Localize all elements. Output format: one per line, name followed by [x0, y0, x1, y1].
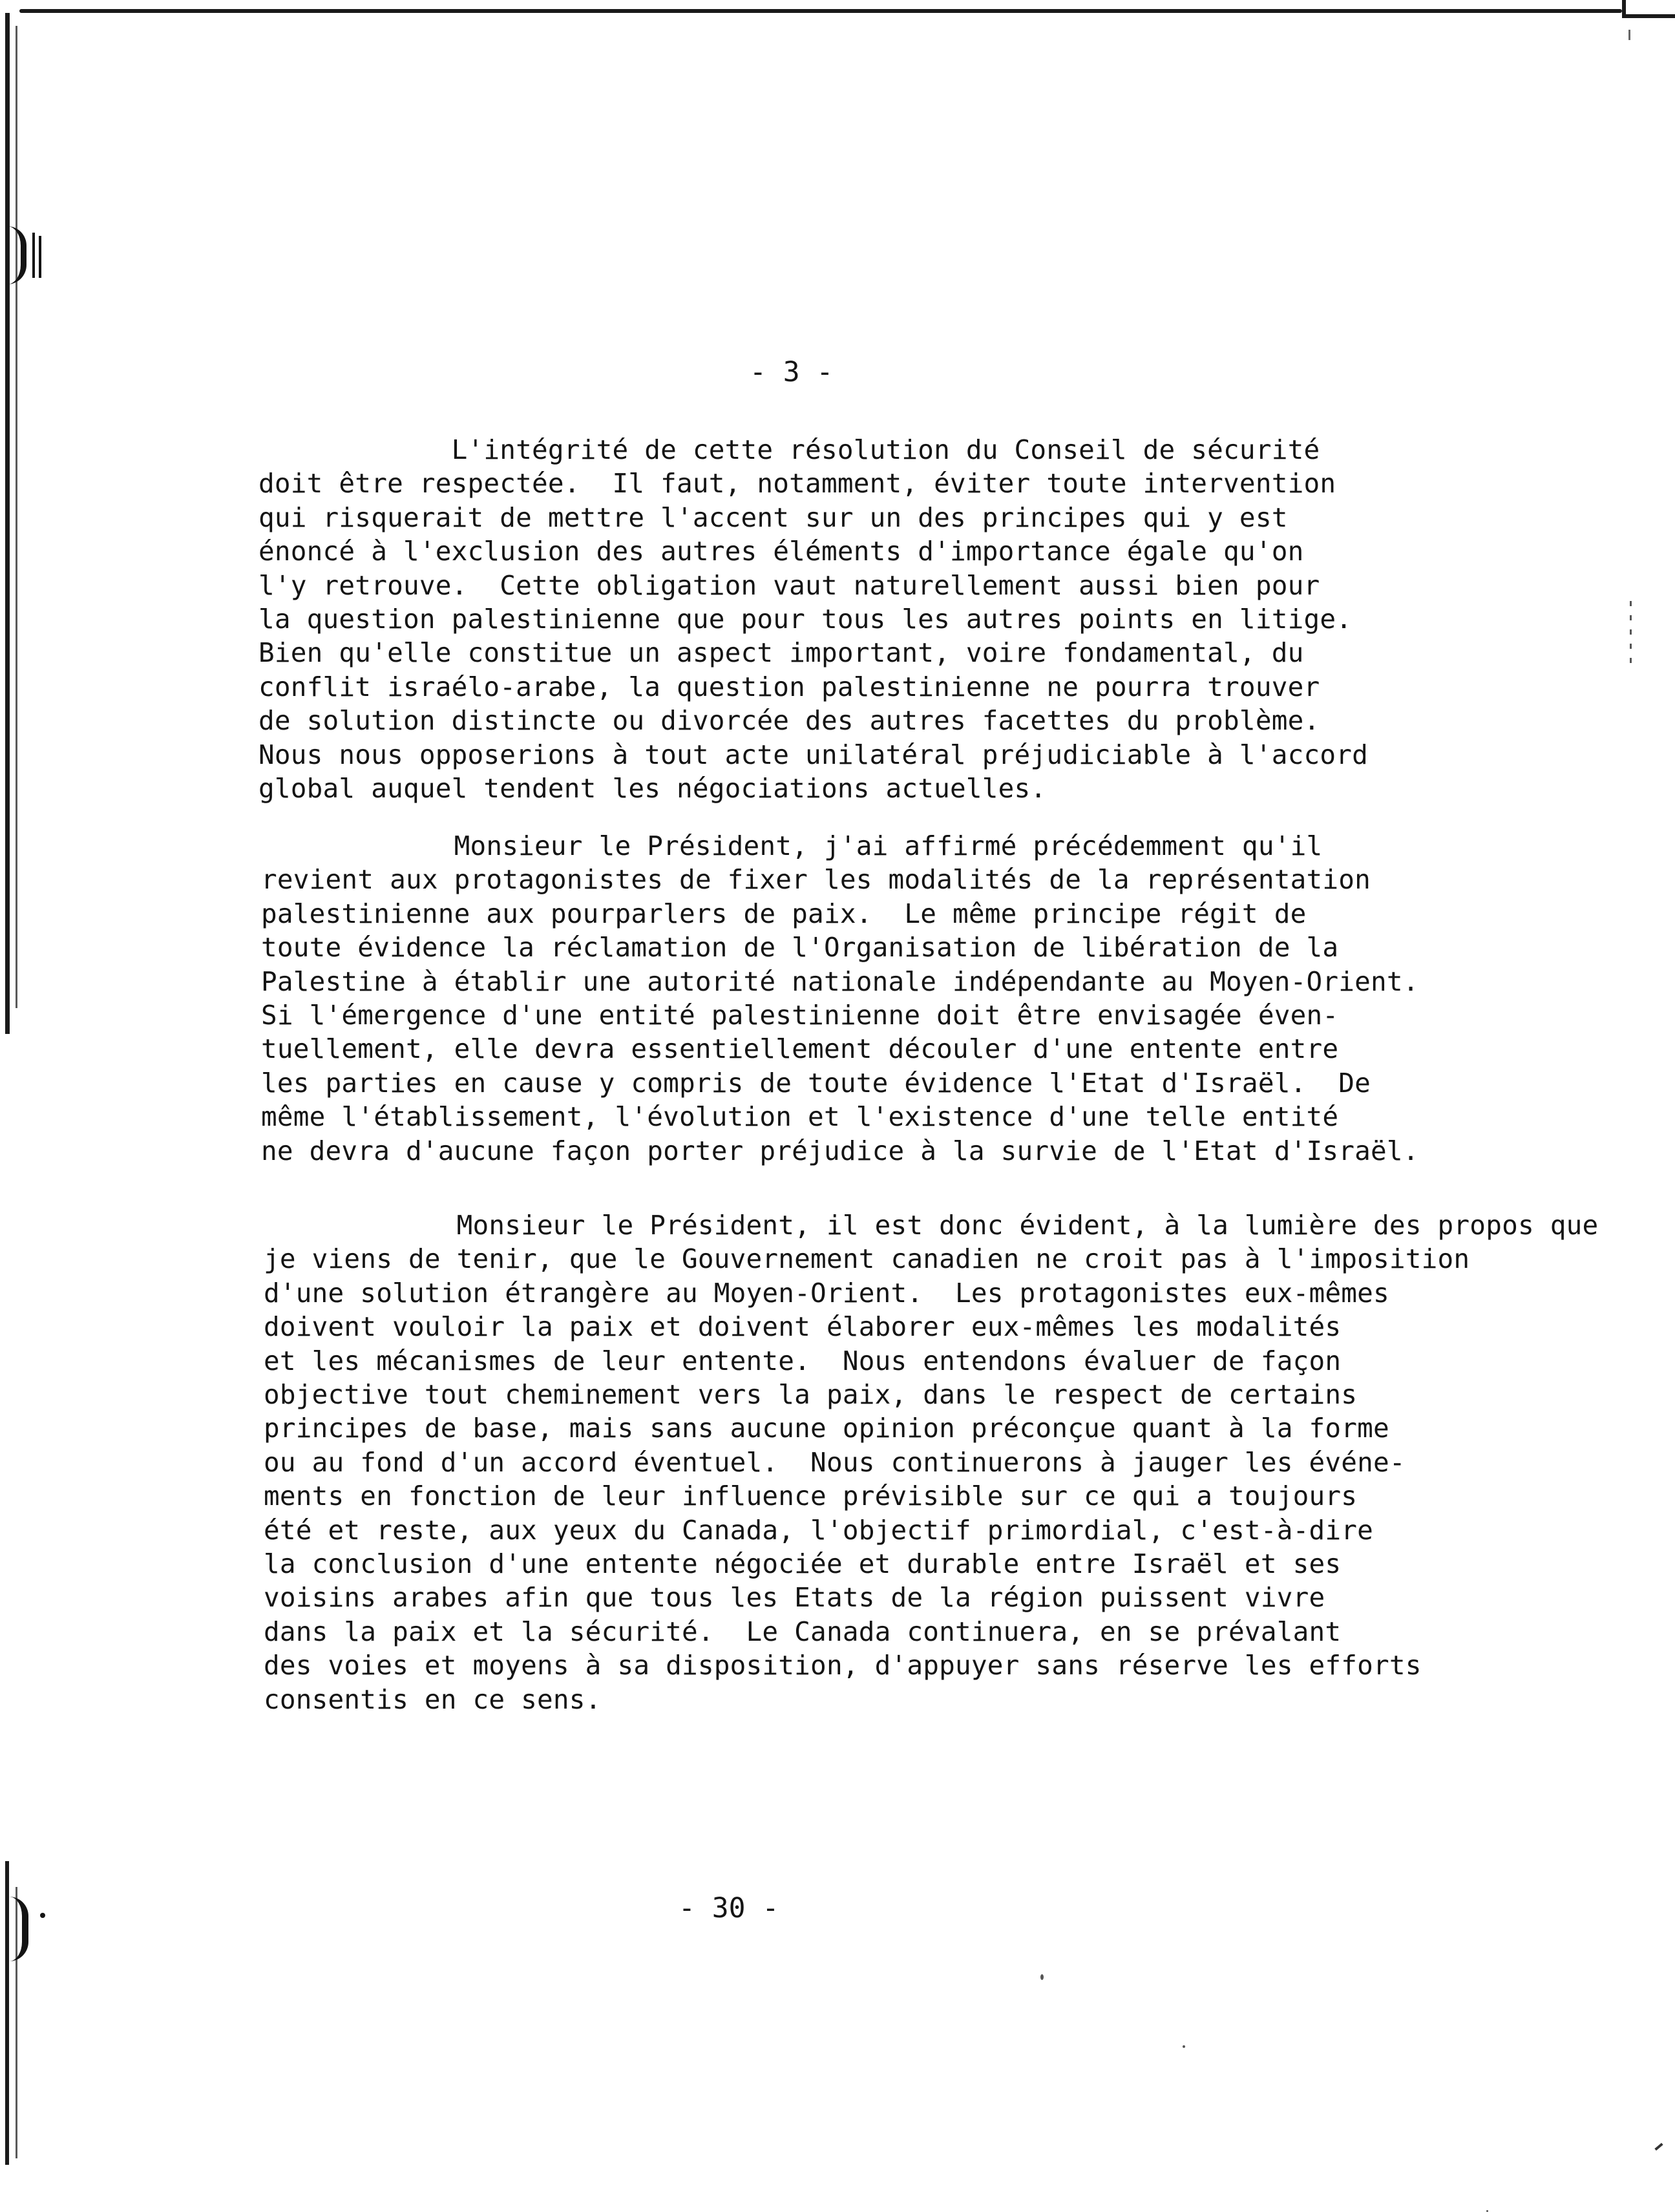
- text-line: la question palestinienne que pour tous les autres points en litige.: [258, 604, 1353, 635]
- scan-border-left-thin: [16, 26, 17, 1008]
- text-line: énoncé à l'exclusion des autres éléments d'importance égale qu'on: [258, 536, 1304, 567]
- text-line: Nous nous opposerions à tout acte unilatéral préjudiciable à l'accord: [258, 739, 1369, 770]
- text-line: revient aux protagonistes de fixer les modalités de la représentation: [261, 864, 1371, 896]
- text-line: Si l'émergence d'une entité palestinienne doit être envisagée éven-: [261, 1000, 1339, 1031]
- text-line: Monsieur le Président, j'ai affirmé précédemment qu'il: [261, 830, 1323, 861]
- scan-speck: [1040, 1974, 1044, 1980]
- text-line: été et reste, aux yeux du Canada, l'objectif primordial, c'est-à-dire: [264, 1514, 1374, 1546]
- paragraph-2: [261, 829, 1419, 1168]
- text-line: l'y retrouve. Cette obligation vaut naturellement aussi bien pour: [258, 569, 1320, 601]
- text-line: de solution distincte ou divorcée des autres facettes du problème.: [258, 705, 1320, 737]
- paragraph-1: [258, 433, 1368, 805]
- scan-corner-mark: [1654, 2143, 1663, 2151]
- text-line: toute évidence la réclamation de l'Organisation de libération de la: [261, 932, 1339, 964]
- scan-speck: [1183, 2045, 1185, 2048]
- scan-border-top-hook: [1622, 0, 1626, 18]
- scan-border-top: [19, 9, 1622, 13]
- text-line: les parties en cause y compris de toute évidence l'Etat d'Israël. De: [261, 1067, 1371, 1099]
- text-line: principes de base, mais sans aucune opinion préconçue quant à la forme: [264, 1413, 1389, 1444]
- text-line: même l'établissement, l'évolution et l'existence d'une telle entité: [261, 1101, 1339, 1133]
- text-line: la conclusion d'une entente négociée et durable entre Israël et ses: [264, 1548, 1342, 1580]
- text-line: consentis en ce sens.: [264, 1683, 602, 1715]
- text-line: palestinienne aux pourparlers de paix. Le même principe régit de: [261, 898, 1307, 929]
- scan-edge-dot: [1628, 30, 1630, 40]
- page-number-top: - 3 -: [750, 356, 834, 388]
- text-line: conflit israélo-arabe, la question palestinienne ne pourra trouver: [258, 671, 1320, 702]
- page-number-bottom: - 30 -: [679, 1892, 779, 1924]
- text-line: je viens de tenir, que le Gouvernement canadien ne croit pas à l'imposition: [264, 1243, 1470, 1275]
- binding-hole-mark-bottom: [6, 1897, 28, 1961]
- scan-speck: [40, 1913, 45, 1918]
- text-line: ou au fond d'un accord éventuel. Nous continuerons à jauger les événe-: [264, 1446, 1406, 1478]
- text-line: ne devra d'aucune façon porter préjudice à la survie de l'Etat d'Israël.: [261, 1135, 1419, 1166]
- text-line: dans la paix et la sécurité. Le Canada continuera, en se prévalant: [264, 1616, 1342, 1647]
- scan-border-top-right: [1622, 14, 1675, 18]
- text-line: des voies et moyens à sa disposition, d'appuyer sans réserve les efforts: [264, 1650, 1422, 1681]
- text-line: et les mécanismes de leur entente. Nous entendons évaluer de façon: [264, 1345, 1342, 1376]
- text-line: tuellement, elle devra essentiellement découler d'une entente entre: [261, 1033, 1339, 1065]
- text-line: qui risquerait de mettre l'accent sur un des principes qui y est: [258, 501, 1288, 533]
- text-line: d'une solution étrangère au Moyen-Orient. Les protagonistes eux-mêmes: [264, 1277, 1389, 1309]
- text-line: Bien qu'elle constitue un aspect important, voire fondamental, du: [258, 637, 1304, 669]
- binding-mark-line: [32, 233, 35, 278]
- text-line: doivent vouloir la paix et doivent élaborer eux-mêmes les modalités: [264, 1311, 1342, 1343]
- paragraph-3: [264, 1208, 1598, 1716]
- scan-edge-dots: [1630, 601, 1632, 672]
- binding-hole-mark-top: [6, 226, 26, 284]
- text-line: Monsieur le Président, il est donc évident, à la lumière des propos que: [264, 1210, 1599, 1241]
- text-line: objective tout cheminement vers la paix, dans le respect de certains: [264, 1379, 1358, 1411]
- binding-mark-line: [39, 236, 41, 278]
- text-line: global auquel tendent les négociations actuelles.: [258, 773, 1047, 805]
- text-line: voisins arabes afin que tous les Etats de la région puissent vivre: [264, 1582, 1325, 1614]
- text-line: L'intégrité de cette résolution du Conseil de sécurité: [258, 434, 1320, 465]
- text-line: doit être respectée. Il faut, notamment, éviter toute intervention: [258, 468, 1336, 500]
- text-line: ments en fonction de leur influence prévisible sur ce qui a toujours: [264, 1480, 1358, 1512]
- text-line: Palestine à établir une autorité nationale indépendante au Moyen-Orient.: [261, 965, 1419, 997]
- scan-border-left: [5, 13, 10, 1034]
